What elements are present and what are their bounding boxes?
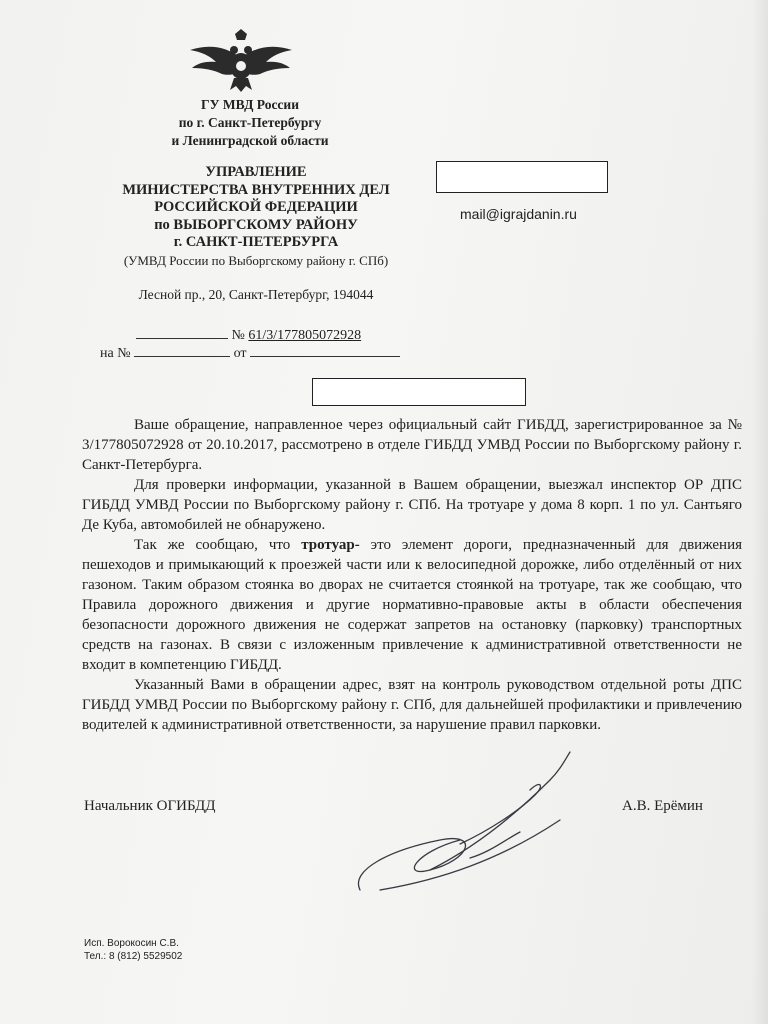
ref-prefix: на № bbox=[100, 346, 131, 361]
organization-header bbox=[140, 96, 360, 150]
handwritten-signature bbox=[320, 740, 620, 900]
executor-name: Исп. Ворокосин С.В. bbox=[84, 938, 179, 949]
paragraph: Для проверки информации, указанной в Вашем обращении, выезжал инспектор ОР ДПС ГИБДД УМВД России по Выборгскому району г. СПб. На тротуаре у дома 8 корп. 1 по ул. Сантьяго Де Куба, автомобилей не обнаружено. bbox=[82, 477, 742, 533]
redacted-recipient-name bbox=[436, 161, 608, 193]
org-line: по г. Санкт-Петербургу bbox=[178, 115, 322, 130]
p3-bold-term: тротуар- bbox=[301, 537, 360, 553]
letter-body bbox=[82, 415, 742, 735]
p3-lead: Так же сообщаю, что bbox=[134, 537, 302, 553]
redacted-salutation bbox=[312, 378, 526, 406]
executor-contact bbox=[84, 937, 182, 963]
registration-number-line bbox=[136, 326, 361, 344]
org-line: и Ленинградской области bbox=[171, 133, 329, 148]
paragraph bbox=[82, 535, 742, 675]
dept-line: по ВЫБОРГСКОМУ РАЙОНУ bbox=[154, 216, 358, 233]
signatory-title: Начальник ОГИБДД bbox=[84, 798, 216, 814]
recipient-email: mail@igrajdanin.ru bbox=[460, 206, 577, 222]
double-headed-eagle-emblem bbox=[186, 28, 296, 94]
dept-line: г. САНКТ-ПЕТЕРБУРГА bbox=[173, 234, 339, 250]
p3-rest: это элемент дороги, предназначенный для движения пешеходов и примыкающий к проезжей части или к велосипедной дорожке, либо отделённый от них газоном. Таким образом стоянка во дворах не считается стоянкой на тротуаре, так же сообщаю, что Правила дорожного движения и другие нормативно-правовые акты в области обеспечения безопасности дорожного движения не содержат запретов на остановку (парковку) транспортных средств на газонах. В связи с изложенным привлечение к административной ответственности не входит в компетенцию ГИБДД. bbox=[82, 537, 742, 673]
reg-number: 61/3/177805072928 bbox=[248, 328, 362, 343]
signatory-name: А.В. Ерёмин bbox=[622, 798, 703, 814]
ref-date-blank bbox=[250, 344, 400, 357]
ref-from: от bbox=[233, 346, 247, 361]
paragraph: Ваше обращение, направленное через официальный сайт ГИБДД, зарегистрированное за № 3/177805072928 от 20.10.2017, рассмотрено в отделе ГИБДД УМВД России по Выборгскому району г. Санкт-Петербурга. bbox=[82, 417, 742, 473]
reference-line bbox=[100, 344, 400, 362]
reg-number-prefix: № bbox=[231, 328, 249, 343]
department-address: Лесной пр., 20, Санкт-Петербург, 194044 bbox=[138, 287, 374, 302]
dept-line: МИНИСТЕРСТВА ВНУТРЕННИХ ДЕЛ bbox=[122, 181, 390, 198]
org-line: ГУ МВД России bbox=[201, 97, 299, 112]
dept-line: РОССИЙСКОЙ ФЕДЕРАЦИИ bbox=[154, 199, 358, 215]
department-header bbox=[96, 164, 416, 252]
executor-phone: Тел.: 8 (812) 5529502 bbox=[84, 951, 183, 962]
paper-edge-shadow bbox=[752, 0, 768, 1024]
date-blank bbox=[136, 326, 228, 339]
dept-line: УПРАВЛЕНИЕ bbox=[205, 164, 307, 180]
department-abbreviation: (УМВД России по Выборгскому району г. СПб) bbox=[123, 253, 389, 268]
paragraph: Указанный Вами в обращении адрес, взят на контроль руководством отдельной роты ДПС ГИБДД УМВД России по Выборгскому району г. СПб, для дальнейшей профилактики и привлечению водителей к административной ответственности, за нарушение правил парковки. bbox=[82, 677, 742, 733]
ref-number-blank bbox=[134, 344, 230, 357]
